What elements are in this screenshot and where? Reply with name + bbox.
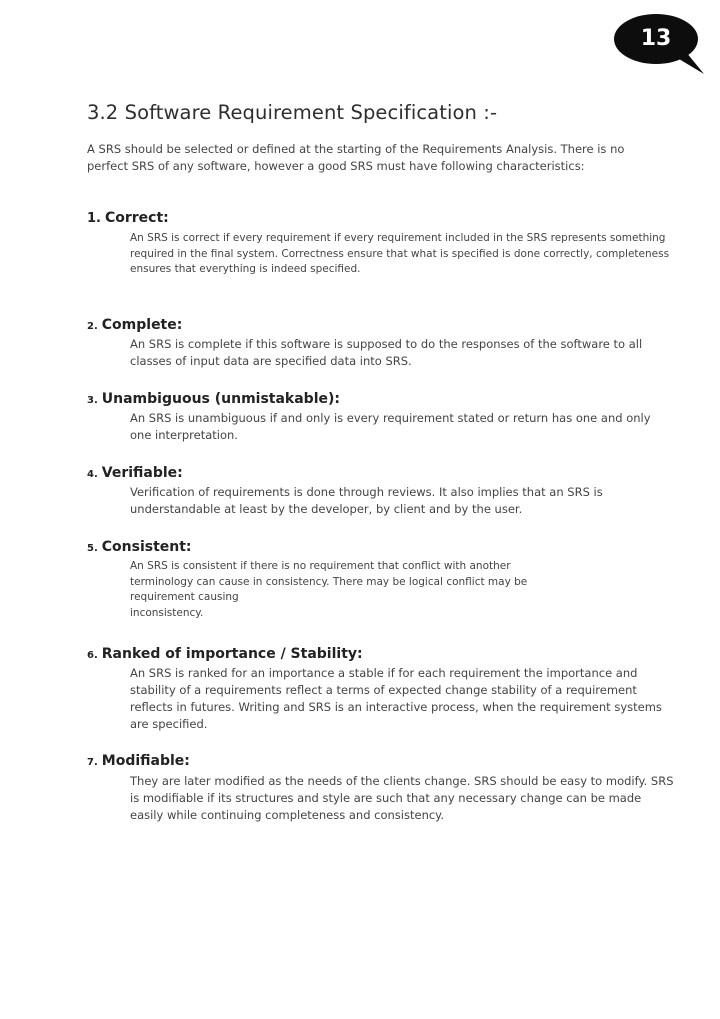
item-heading-complete xyxy=(87,317,182,333)
item-heading-consistent xyxy=(87,539,192,555)
item-body-complete: An SRS is complete if this software is supposed to do the responses of the software to all classes of input data are specified data into SRS. xyxy=(130,337,643,368)
body-line: An SRS is consistent if there is no requirement that conflict with another xyxy=(130,560,511,572)
item-number: 3. xyxy=(87,395,98,406)
item-number: 7. xyxy=(87,757,98,768)
item-body-consistent xyxy=(130,559,675,621)
item-title: Correct: xyxy=(104,210,169,226)
body-line: inconsistency. xyxy=(130,606,204,619)
page-number: 13 xyxy=(640,26,672,51)
item-body-ranked: An SRS is ranked for an importance a stable if for each requirement the importance and stability of a requirements reflect a terms of expected change stability of a requirement reflects in futures. Writing and SRS is an interactive process, when the requirement systems are specified. xyxy=(130,666,662,731)
item-title: Modifiable: xyxy=(101,753,190,769)
item-body-unambiguous: An SRS is unambiguous if and only is every requirement stated or return has one and only one interpretation. xyxy=(130,411,651,442)
item-number: 2. xyxy=(87,321,98,332)
item-heading-verifiable xyxy=(87,465,183,481)
item-title: Ranked of importance / Stability: xyxy=(101,646,363,662)
item-body-correct: An SRS is correct if every requirement if every requirement included in the SRS represents something required in the final system. Correctness ensure that what is specified is done correctly, completeness ensures that everything is indeed specified. xyxy=(130,232,670,275)
body-line: requirement causing xyxy=(130,591,239,603)
item-heading-correct xyxy=(87,210,169,226)
intro-paragraph: A SRS should be selected or defined at the starting of the Requirements Analysis. There is no perfect SRS of any software, however a good SRS must have following characteristics: xyxy=(87,142,625,173)
item-number: 1. xyxy=(87,211,101,226)
item-title: Unambiguous (unmistakable): xyxy=(101,391,340,407)
item-number: 6. xyxy=(87,650,98,661)
item-heading-unambiguous xyxy=(87,391,340,407)
item-title: Complete: xyxy=(101,317,183,333)
page-number-badge xyxy=(612,12,712,76)
body-line: terminology can cause in consistency. There may be logical conflict may be xyxy=(130,575,528,588)
item-title: Verifiable: xyxy=(101,465,183,481)
item-number: 4. xyxy=(87,469,98,480)
item-number: 5. xyxy=(87,543,98,554)
item-title: Consistent: xyxy=(101,539,192,555)
item-heading-ranked xyxy=(87,646,363,662)
section-title: 3.2 Software Requirement Specification :- xyxy=(87,101,498,124)
item-heading-modifiable xyxy=(87,753,190,769)
item-body-modifiable: They are later modified as the needs of the clients change. SRS should be easy to modify. SRS is modifiable if its structures and style are such that any necessary change can be made easily while continuing completeness and consistency. xyxy=(130,774,674,822)
item-body-verifiable: Verification of requirements is done through reviews. It also implies that an SRS is understandable at least by the developer, by client and by the user. xyxy=(130,485,603,516)
